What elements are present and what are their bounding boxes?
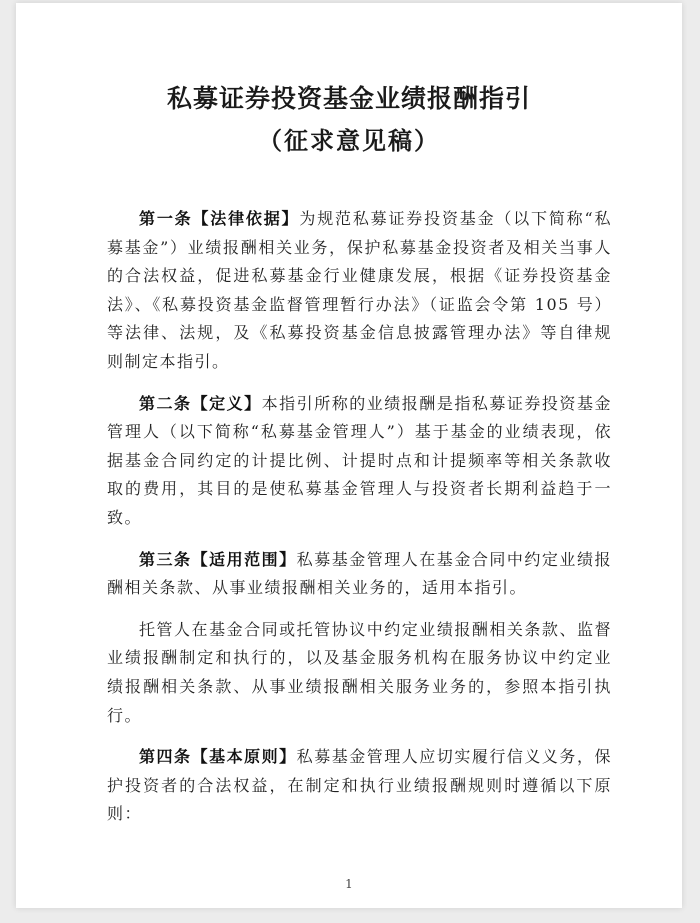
paragraph-article-3-continued	[107, 616, 612, 730]
document-title: 私募证券投资基金业绩报酬指引	[166, 84, 531, 113]
page-number: 1	[345, 877, 353, 891]
article-number: 第三条	[139, 549, 192, 569]
document-subtitle: （征求意见稿）	[258, 126, 440, 155]
article-text: 本指引所称的业绩报酬是指私募证券投资基金管理人（以下简称“私募基金管理人”）基于基金的业绩表现，依据基金合同约定的计提比例、计提时点和计提频率等相关条款收取的费用，其目的是使私募基金管理人与投资者长期利益趋于一致。	[107, 393, 612, 527]
paragraph-article-3	[107, 546, 612, 603]
paragraph-article-1	[107, 205, 612, 377]
article-number: 第四条	[139, 747, 192, 767]
article-number: 第一条	[139, 209, 193, 228]
document-body	[107, 205, 612, 842]
article-heading: 【适用范围】	[191, 549, 297, 569]
article-text: 为规范私募证券投资基金（以下简称“私募基金”）业绩报酬相关业务，保护私募基金投资者及相关当事人的合法权益，促进私募基金行业健康发展，根据《证券投资基金法》、《私募投资基金监督管理暂行办法》（证监会令第 105 号）等法律、法规，及《私募投资基金信息披露管理办法》等自律规则制定本指引。	[107, 209, 612, 371]
article-text: 托管人在基金合同或托管协议中约定业绩报酬相关条款、监督业绩报酬制定和执行的，以及基金服务机构在服务协议中约定业绩报酬相关条款、从事业绩报酬相关服务业务的，参照本指引执行。	[107, 619, 612, 725]
document-page	[16, 3, 682, 908]
article-heading: 【法律依据】	[192, 209, 300, 228]
article-heading: 【基本原则】	[191, 747, 297, 767]
paragraph-article-4	[107, 743, 612, 829]
article-text: 私募基金管理人在基金合同中约定业绩报酬相关条款、从事业绩报酬相关业务的，适用本指引。	[107, 549, 612, 598]
paragraph-article-2	[107, 390, 612, 533]
article-number: 第二条	[139, 393, 192, 413]
article-text: 私募基金管理人应切实履行信义义务，保护投资者的合法权益，在制定和执行业绩报酬规则时遵循以下原则：	[107, 747, 612, 824]
article-heading: 【定义】	[191, 393, 262, 413]
